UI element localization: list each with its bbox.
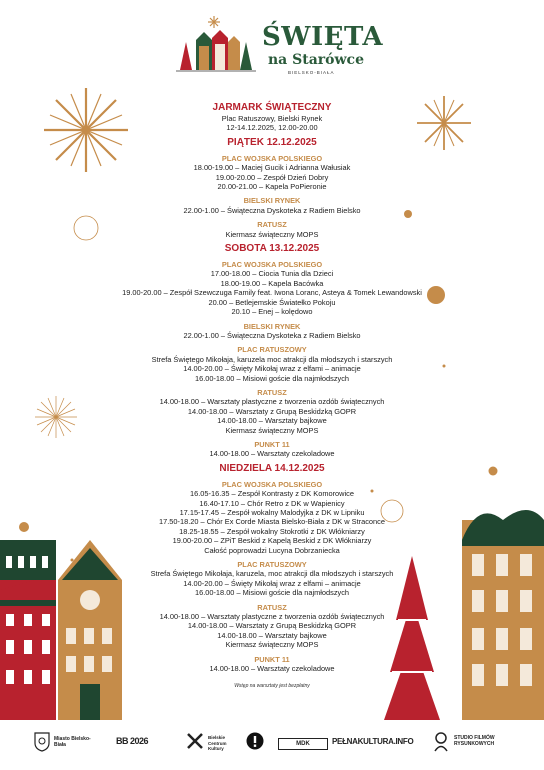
- program: [60, 102, 484, 689]
- free-entry-note: Wstęp na warsztaty jest bezpłatny: [234, 682, 310, 689]
- venue-name: RATUSZ: [257, 602, 287, 612]
- event-line: 17.50-18.20 – Chór Ex Corde Miasta Bielsko-Biała z DK w Straconce: [159, 517, 385, 527]
- event-line: 14.00-18.00 – Warsztaty czekoladowe: [209, 449, 335, 459]
- bb2026-logo: BB 2026: [116, 736, 149, 746]
- event-line: Strefa Świętego Mikołaja, karuzela moc atrakcji dla młodszych i starszych: [151, 354, 393, 364]
- event-line: 16.00-18.00 – Misiowi goście dla najmłodszych: [194, 373, 350, 383]
- day-block: [60, 463, 484, 674]
- event-line: 22.00-1.00 – Świąteczna Dyskoteka z Radiem Bielsko: [183, 330, 361, 340]
- event-line: Kiermasz świąteczny MOPS: [225, 425, 319, 435]
- event-line: 14.00-20.00 – Święty Mikołaj wraz z elfami – animacje: [183, 364, 361, 374]
- event-line: 14.00-18.00 – Warsztaty z Grupą Beskidzką GOPR: [187, 406, 357, 416]
- pelna-kultura-logo: PEŁNAKULTURA.INFO: [332, 737, 414, 746]
- event-line: Kiermasz świąteczny MOPS: [225, 229, 319, 239]
- day-block: [60, 137, 484, 239]
- venue-name: BIELSKI RYNEK: [243, 196, 301, 206]
- logo-city: BIELSKO-BIAŁA: [288, 70, 335, 75]
- venue-name: PUNKT 11: [254, 439, 290, 449]
- event-line: 14.00-18.00 – Warsztaty bajkowe: [217, 630, 327, 640]
- event-line: 18.00-19.00 – Maciej Gucik i Adrianna Wałusiak: [193, 163, 351, 173]
- day-title: SOBOTA 13.12.2025: [224, 243, 320, 255]
- event-line: Kiermasz świąteczny MOPS: [225, 640, 319, 650]
- event-line: 14.00-18.00 – Warsztaty plastyczne z tworzenia ozdób świątecznych: [159, 397, 385, 407]
- event-line: Strefa Świętego Mikołaja, karuzela, moc atrakcji dla młodszych i starszych: [150, 569, 394, 579]
- event-line: 14.00-18.00 – Warsztaty czekoladowe: [209, 664, 335, 674]
- studio-filmow-text: STUDIO FILMÓW RYSUNKOWYCH: [454, 735, 495, 747]
- event-line: 17.00-18.00 – Ciocia Tunia dla Dzieci: [210, 269, 334, 279]
- event-line: 16.05-16.35 – Zespół Kontrasty z DK Komorowice: [190, 489, 354, 499]
- venue-name: RATUSZ: [257, 387, 287, 397]
- city-logo: [34, 732, 91, 757]
- venue-name: BIELSKI RYNEK: [243, 321, 301, 331]
- city-logo-text: Miasto Bielsko-Biała: [54, 736, 91, 748]
- event-line: 20.00-21.00 – Kapela PoPieronie: [217, 182, 327, 192]
- event-line: 19.00-20.00 – Zespół Szewczuga Family feat. Iwona Loranc, Asteya & Tomek Lewandowski: [122, 288, 422, 298]
- event-line: 17.15-17.45 – Zespół wokalny Malodyjka z DK w Lipniku: [179, 508, 365, 517]
- event-line: 14.00-18.00 – Warsztaty z Grupą Beskidzką GOPR: [187, 621, 357, 631]
- logo-title: ŚWIĘTA: [262, 22, 384, 52]
- venue-name: PLAC RATUSZOWY: [237, 560, 307, 570]
- event-line: 14.00-18.00 – Warsztaty bajkowe: [217, 416, 327, 426]
- exclamation-logo: [246, 732, 264, 755]
- logo-subtitle: na Starówce: [268, 52, 364, 68]
- fair-dates: 12-14.12.2025, 12.00-20.00: [226, 123, 318, 133]
- event-line: 22.00-1.00 – Świąteczna Dyskoteka z Radiem Bielsko: [183, 205, 361, 215]
- studio-filmow-icon: [432, 732, 450, 752]
- fair-place: Plac Ratuszowy, Bielski Rynek: [221, 114, 323, 123]
- event-line: 18.00-19.00 – Kapela Bacówka: [220, 278, 324, 288]
- event-line: 16.00-18.00 – Misiowi goście dla najmłodszych: [194, 588, 350, 598]
- bck-icon: [186, 732, 204, 750]
- event-line: 14.00-18.00 – Warsztaty plastyczne z tworzenia ozdób świątecznych: [159, 612, 385, 622]
- mdk-logo: MDK: [278, 738, 328, 750]
- venue-name: PLAC WOJSKA POLSKIEGO: [221, 153, 323, 163]
- bck-logo-text: Bielskie Centrum Kultury: [208, 735, 227, 751]
- event-line: 19.00-20.00 – ZPiT Beskid z Kapelą Beskid z DK Włókniarzy: [172, 536, 372, 546]
- sponsor-logos: [0, 722, 544, 766]
- day-block: [60, 243, 484, 459]
- venue-name: RATUSZ: [257, 220, 287, 230]
- day-title: PIĄTEK 12.12.2025: [227, 136, 317, 148]
- event-line: 16.40-17.10 – Chór Retro z DK w Wapienicy: [199, 498, 345, 508]
- event-line: 18.25-18.55 – Zespół wokalny Stokrotki z DK Włókniarzy: [179, 526, 365, 536]
- event-line: 20.00 – Betlejemskie Światełko Pokoju: [208, 297, 336, 307]
- venue-name: PUNKT 11: [254, 654, 290, 664]
- day-title: NIEDZIELA 14.12.2025: [219, 462, 325, 474]
- venue-name: PLAC RATUSZOWY: [237, 345, 307, 355]
- exclamation-icon: [246, 732, 264, 750]
- event-line: 14.00-20.00 – Święty Mikołaj wraz z elfami – animacje: [183, 578, 361, 588]
- bck-logo: [186, 732, 227, 755]
- city-crest-icon: [34, 732, 50, 752]
- venue-name: PLAC WOJSKA POLSKIEGO: [221, 260, 323, 270]
- event-line: 20.10 – Enej – kolędowo: [231, 307, 313, 317]
- event-line: Całość poprowadzi Lucyna Dobrzaniecka: [204, 545, 340, 555]
- venue-name: PLAC WOJSKA POLSKIEGO: [221, 479, 323, 489]
- fair-title: JARMARK ŚWIĄTECZNY: [212, 102, 332, 113]
- studio-filmow-logo: [432, 732, 495, 757]
- event-line: 19.00-20.00 – Zespół Dzień Dobry: [215, 172, 329, 182]
